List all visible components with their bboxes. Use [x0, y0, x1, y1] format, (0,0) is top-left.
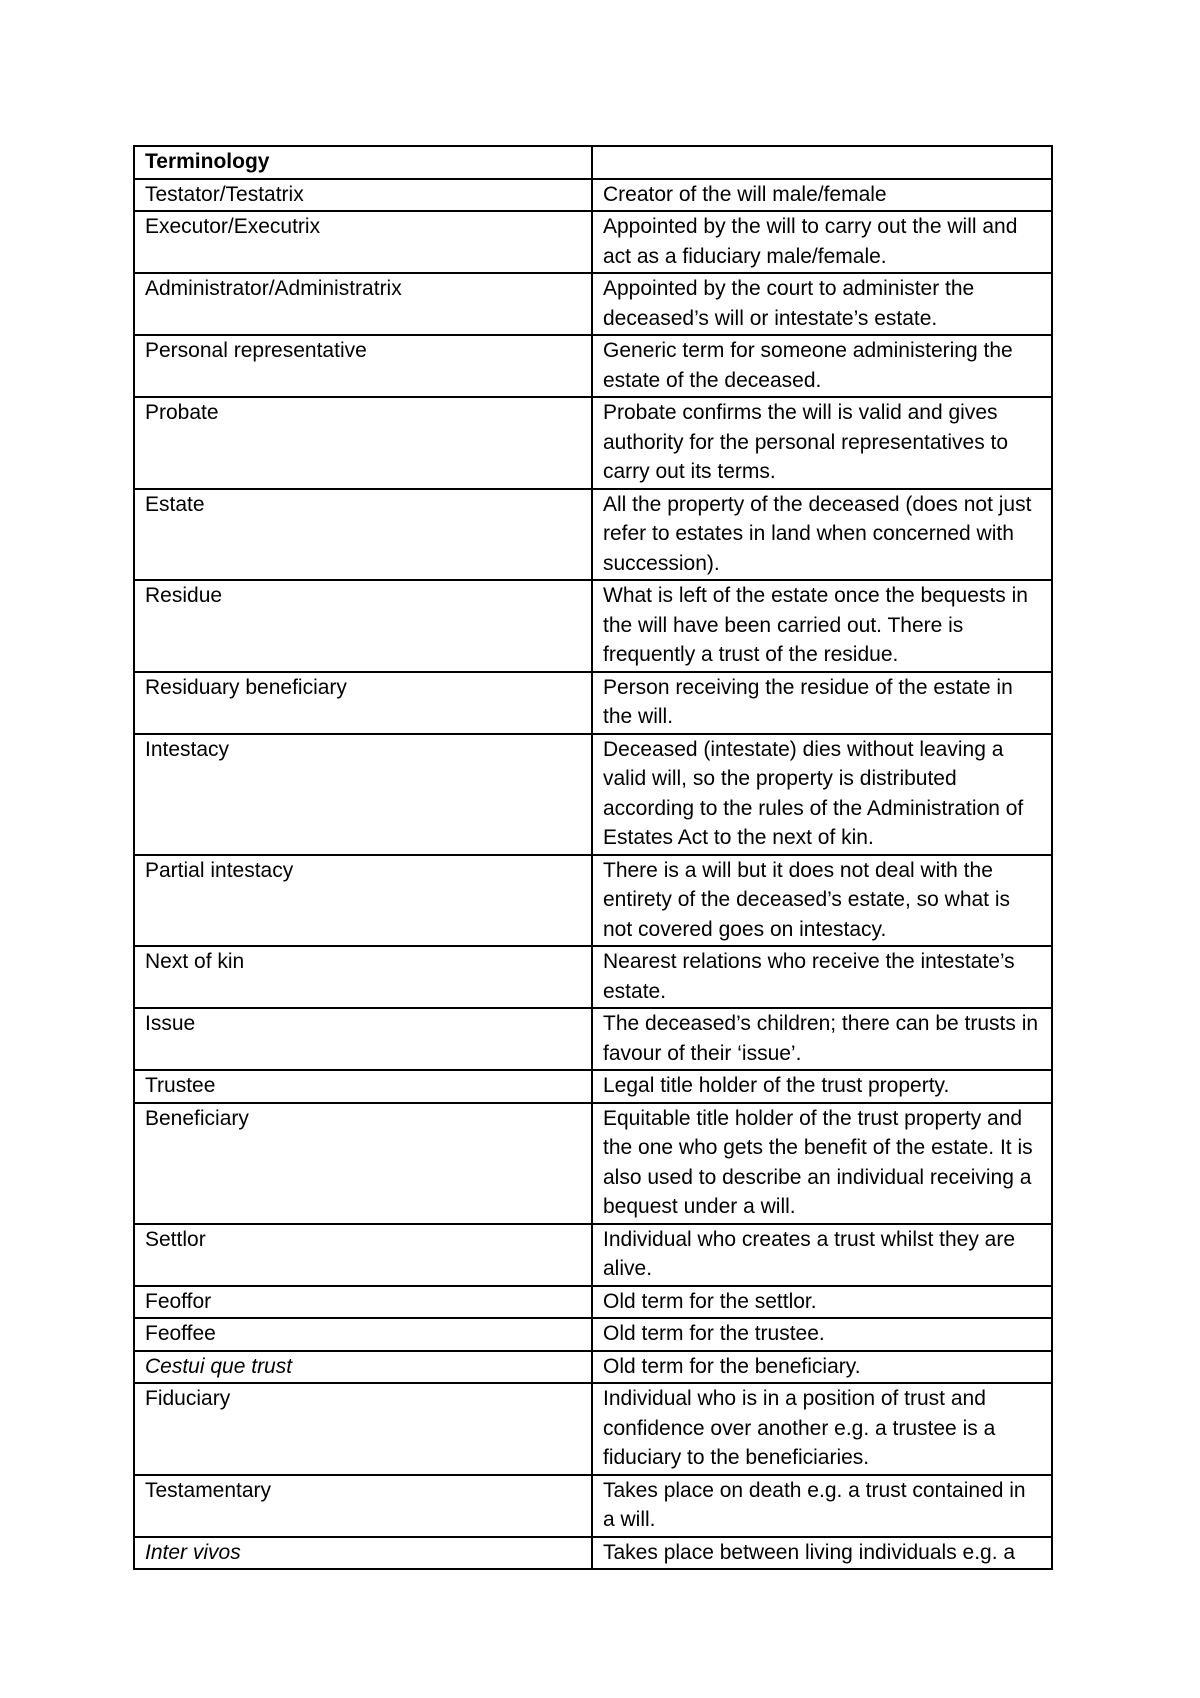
table-row	[134, 1383, 1052, 1475]
table-row	[134, 855, 1052, 947]
definition-cell: Nearest relations who receive the intestate’s estate.	[592, 946, 1052, 1008]
table-row	[134, 1286, 1052, 1319]
definition-cell: Deceased (intestate) dies without leaving a valid will, so the property is distributed according to the rules of the Administration of Estates Act to the next of kin.	[592, 734, 1052, 855]
table-row	[134, 1008, 1052, 1070]
term-cell: Executor/Executrix	[134, 211, 592, 273]
term-cell: Settlor	[134, 1224, 592, 1286]
table-row	[134, 946, 1052, 1008]
table-row	[134, 1351, 1052, 1384]
table-row	[134, 734, 1052, 855]
terminology-table	[133, 145, 1053, 1570]
term-cell: Administrator/Administratrix	[134, 273, 592, 335]
table-row	[134, 489, 1052, 581]
table-row	[134, 397, 1052, 489]
term-cell: Personal representative	[134, 335, 592, 397]
term-cell: Beneficiary	[134, 1103, 592, 1224]
header-definition-cell	[592, 146, 1052, 179]
table-row	[134, 211, 1052, 273]
definition-cell: Appointed by the will to carry out the will and act as a fiduciary male/female.	[592, 211, 1052, 273]
table-row	[134, 1224, 1052, 1286]
definition-cell: Old term for the beneficiary.	[592, 1351, 1052, 1384]
definition-cell: Generic term for someone administering the estate of the deceased.	[592, 335, 1052, 397]
definition-cell: Takes place between living individuals e.g. a	[592, 1537, 1052, 1570]
table-row	[134, 273, 1052, 335]
term-cell: Testamentary	[134, 1475, 592, 1537]
table-row	[134, 672, 1052, 734]
term-cell: Next of kin	[134, 946, 592, 1008]
definition-cell: Legal title holder of the trust property.	[592, 1070, 1052, 1103]
term-cell: Issue	[134, 1008, 592, 1070]
term-cell: Cestui que trust	[134, 1351, 592, 1384]
term-cell: Trustee	[134, 1070, 592, 1103]
definition-cell: Person receiving the residue of the estate in the will.	[592, 672, 1052, 734]
definition-cell: What is left of the estate once the bequests in the will have been carried out. There is frequently a trust of the residue.	[592, 580, 1052, 672]
definition-cell: Appointed by the court to administer the deceased’s will or intestate’s estate.	[592, 273, 1052, 335]
definition-cell: The deceased’s children; there can be trusts in favour of their ‘issue’.	[592, 1008, 1052, 1070]
definition-cell: Individual who is in a position of trust and confidence over another e.g. a trustee is a fiduciary to the beneficiaries.	[592, 1383, 1052, 1475]
definition-cell: Equitable title holder of the trust property and the one who gets the benefit of the estate. It is also used to describe an individual receiving a bequest under a will.	[592, 1103, 1052, 1224]
definition-cell: Takes place on death e.g. a trust contained in a will.	[592, 1475, 1052, 1537]
table-header-row	[134, 146, 1052, 179]
term-cell: Residuary beneficiary	[134, 672, 592, 734]
table-row	[134, 1318, 1052, 1351]
definition-cell: Creator of the will male/female	[592, 179, 1052, 212]
term-cell: Residue	[134, 580, 592, 672]
header-term-cell: Terminology	[134, 146, 592, 179]
table-row	[134, 1537, 1052, 1570]
definition-cell: All the property of the deceased (does not just refer to estates in land when concerned with succession).	[592, 489, 1052, 581]
term-cell: Fiduciary	[134, 1383, 592, 1475]
term-cell: Probate	[134, 397, 592, 489]
definition-cell: There is a will but it does not deal with the entirety of the deceased’s estate, so what is not covered goes on intestacy.	[592, 855, 1052, 947]
term-cell: Feoffor	[134, 1286, 592, 1319]
term-cell: Estate	[134, 489, 592, 581]
table-row	[134, 1070, 1052, 1103]
table-row	[134, 335, 1052, 397]
table-row	[134, 179, 1052, 212]
term-cell: Intestacy	[134, 734, 592, 855]
term-cell: Testator/Testatrix	[134, 179, 592, 212]
definition-cell: Individual who creates a trust whilst they are alive.	[592, 1224, 1052, 1286]
table-row	[134, 1475, 1052, 1537]
definition-cell: Old term for the trustee.	[592, 1318, 1052, 1351]
term-cell: Partial intestacy	[134, 855, 592, 947]
table-row	[134, 1103, 1052, 1224]
table-row	[134, 580, 1052, 672]
term-cell: Feoffee	[134, 1318, 592, 1351]
definition-cell: Old term for the settlor.	[592, 1286, 1052, 1319]
term-cell: Inter vivos	[134, 1537, 592, 1570]
definition-cell: Probate confirms the will is valid and gives authority for the personal representatives to carry out its terms.	[592, 397, 1052, 489]
